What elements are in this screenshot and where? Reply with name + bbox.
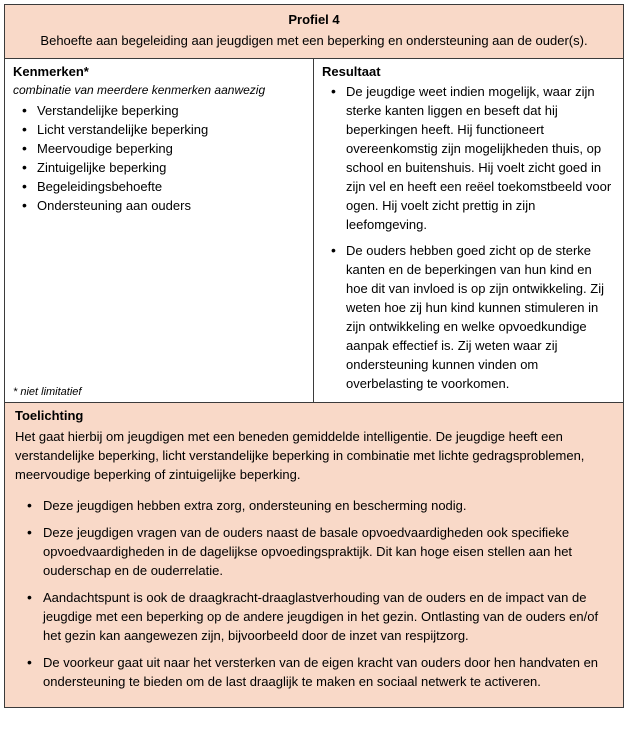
- list-item: • De voorkeur gaat uit naar het versterken van de eigen kracht van ouders door hen handvaten en ondersteuning te bieden om de last draaglijk te maken en sociaal netwerk te activeren.: [43, 653, 613, 691]
- resultaat-list: [322, 82, 615, 393]
- kenmerken-column: [5, 59, 314, 402]
- toelichting-intro: Het gaat hierbij om jeugdigen met een beneden gemiddelde intelligentie. De jeugdige heeft een verstandelijke beperking, licht verstandelijke beperking in combinatie met lichte gedragsproblemen, meervoudige beperking of zintuigelijke beperking.: [15, 429, 585, 482]
- two-column-band: [5, 59, 623, 402]
- resultaat-heading: Resultaat: [322, 64, 381, 79]
- list-item: • Zintuigelijke beperking: [37, 158, 305, 177]
- list-item: • De jeugdige weet indien mogelijk, waar zijn sterke kanten liggen en beseft dat hij beperkingen heeft. Hij functioneert overeenkomstig zijn mogelijkheden thuis, op school en buitenshuis. Hij voelt zicht goed in zijn vel en heeft een reëel toekomstbeeld voor ogen. Hij voelt zicht prettig in zijn leefomgeving.: [346, 82, 615, 234]
- page-title: Profiel 4: [288, 12, 340, 27]
- card-header: [5, 5, 623, 59]
- list-item: • Ondersteuning aan ouders: [37, 196, 305, 215]
- kenmerken-heading: Kenmerken*: [13, 64, 89, 79]
- list-item: • Verstandelijke beperking: [37, 101, 305, 120]
- list-item: • De ouders hebben goed zicht op de sterke kanten en de beperkingen van hun kind en hoe dit van invloed is op zijn ontwikkeling. Zij weten hoe zij hun kind kunnen stimuleren in zijn ontwikkeling en welke opvoedkundige aanpak effectief is. Zij weten waar zij ondersteuning kunnen vinden om overbelasting te voorkomen.: [346, 241, 615, 393]
- kenmerken-note: combinatie van meerdere kenmerken aanwezig: [13, 83, 266, 97]
- toelichting-heading: Toelichting: [15, 408, 84, 423]
- header-subtitle: Behoefte aan begeleiding aan jeugdigen met een beperking en ondersteuning aan de ouder(s).: [40, 33, 588, 48]
- profile-card: [4, 4, 624, 708]
- kenmerken-list: [13, 101, 305, 215]
- list-item: • Deze jeugdigen vragen van de ouders naast de basale opvoedvaardigheden ook specifieke opvoedvaardigheden in de dagelijkse opvoedingspraktijk. Dit kan hoge eisen stellen aan het ouderschap en de ouderrelatie.: [43, 523, 613, 580]
- resultaat-column: [314, 59, 623, 402]
- toelichting-list: [15, 496, 613, 691]
- list-item: • Deze jeugdigen hebben extra zorg, ondersteuning en bescherming nodig.: [43, 496, 613, 515]
- list-item: • Aandachtspunt is ook de draagkracht-draaglastverhouding van de ouders en de impact van de jeugdige met een beperking op de andere jeugdigen in het gezin. Ontlasting van de ouders en/of het gezin kan aangewezen zijn, bijvoorbeeld door de inzet van respijtzorg.: [43, 588, 613, 645]
- list-item: • Meervoudige beperking: [37, 139, 305, 158]
- list-item: • Licht verstandelijke beperking: [37, 120, 305, 139]
- list-item: • Begeleidingsbehoefte: [37, 177, 305, 196]
- kenmerken-footnote: * niet limitatief: [13, 386, 82, 398]
- toelichting-section: [5, 402, 623, 707]
